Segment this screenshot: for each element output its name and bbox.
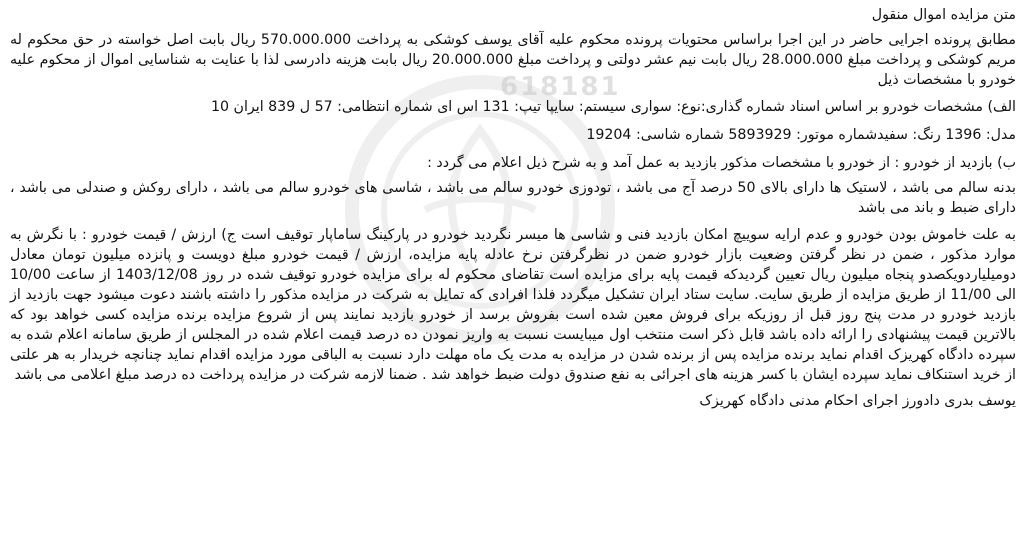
notice-title: متن مزایده اموال منقول [871, 7, 1016, 23]
inspection-heading: ب) بازدید از خودرو : از خودرو با مشخصات مذکور بازدید به عمل آمد و به شرح ذیل اعلام می گردد : [427, 155, 1016, 171]
vehicle-spec: الف) مشخصات خودرو بر اساس اسناد شماره گذاری:نوع: سواری سیستم: سایپا تیپ: 131 اس ای شماره انتظامی: 57 ل 839 ایران 10 [210, 99, 1016, 115]
vehicle-condition: بدنه سالم می باشد ، لاستیک ها دارای بالای 50 درصد آج می باشد ، تودوزی خودرو سالم می باشد ، شاسی های خودرو سالم می باشد ، دارای روکش و صندلی می باشد ، دارای ضبط و باند می باشد [10, 180, 1016, 216]
signature-line: یوسف بدری دادورز اجرای احکام مدنی دادگاه کهریزک [699, 393, 1016, 409]
notice-intro: مطابق پرونده اجرایی حاضر در این اجرا براساس محتویات پرونده محکوم علیه آقای یوسف کوشکی به پرداخت 570.000.000 ریال بابت اصل خواسته در حق محکوم له مریم کوشکی و پرداخت مبلغ 28.000.000 ریال بابت نیم عشر دولتی و پرداخت مبلغ 20.000.000 ریال بابت هزینه دادرسی لذا با عنایت به شناسایی اموال از محکوم علیه خودرو با مشخصات ذیل [10, 32, 1017, 88]
vehicle-model: مدل: 1396 رنگ: سفیدشماره موتور: 5893929 شماره شاسی: 19204 [586, 127, 1016, 143]
auction-terms: به علت خاموش بودن خودرو و عدم ارایه سوییچ امکان بازدید فنی و شاسی ها میسر نگردید خودرو در پارکینگ ساماپار توقیف است ج) ارزش / قیمت خودرو : با نگرش به موارد مذکور ، ضمن در نظر گرفتن وضعیت بازار خودرو ضمن در نظرگرفتن نرخ عادله پایه مزایده، ارزش / قیمت خودرو مبلغ دویست و پانزده میلیون تومان معادل دومیلیاردویکصدو پنجاه میلیون ریال تعیین گردیدکه قیمت پایه برای مزایده است تقاضای محکوم له برای مزایده خودرو توقیف شده در روز 1403/12/08 از ساعت 10/00 الی 11/00 از طریق مزایده از طریق سایت. سایت ستاد ایران تشکیل میگردد فلذا افرادی که تمایل به شرکت در مزایده مذکور را داشته باشند دعوت میشود جهت بازدید از بازدید خودرو در مدت پنج روز قبل از روزیکه برای فروش معین شده است بفروش برسد از خودرو بازدید نمایند پس از شروع مزایده برنده مزایده کسی خواهد بود که بالاترین قیمت پیشنهادی را ارائه داده باشد قابل ذکر است منتخب اول میبایست نسبت به واریز نمودن ده درصد قیمت اعلام شده در المجلس از طریق سامانه اعلام شده به سپرده دادگاه کهریزک اقدام نماید برنده مزایده پس از برنده شدن در مزایده به مدت یک ماه مهلت دارد نسبت به الباقی مورد مزایده اقدام نماید چنانچه خریدار به هر علتی از خرید استنکاف نماید سپرده ایشان با کسر هزینه های اجرائی به نفع صندوق دولت ضبط خواهد شد . ضمنا لازمه شرکت در مزایده پرداخت ده درصد مبلغ اعلامی می باشد [10, 227, 1016, 383]
watermark-number: 618181 [500, 72, 621, 102]
